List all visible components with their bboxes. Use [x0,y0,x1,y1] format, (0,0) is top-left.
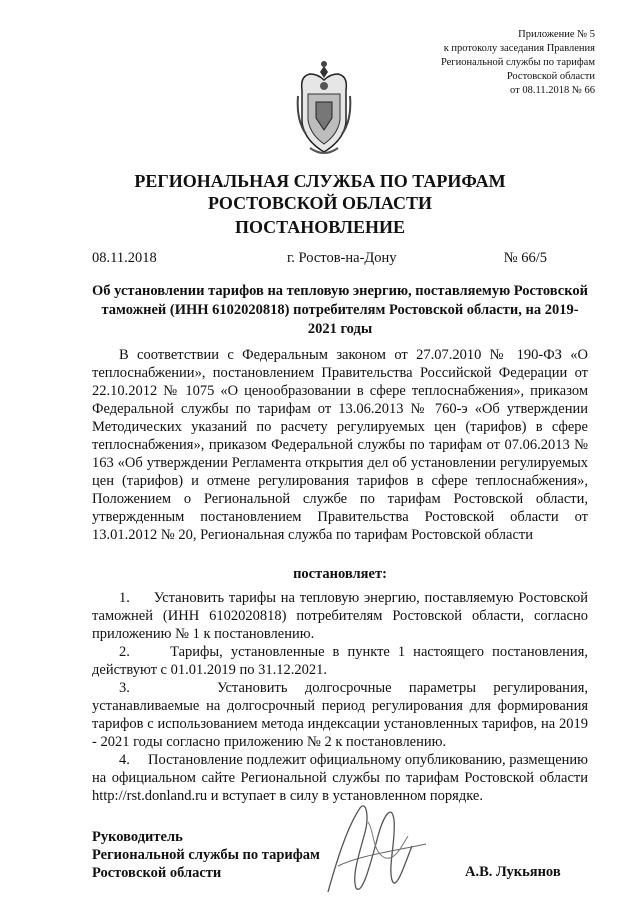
organization-name [0,170,640,214]
signer-name: А.В. Лукьянов [465,864,561,880]
decree-word: постановляет: [293,566,387,582]
decree-item-2: 2. Тарифы, установленные в пункте 1 настоящего постановления, действуют с 01.01.2019 по 31.12.2021. [92,644,588,678]
coat-of-arms-icon [296,60,352,158]
appendix-line: к протоколу заседания Правления [443,43,595,54]
handwritten-signature [308,796,448,902]
document-city: г. Ростов-на-Дону [287,250,397,266]
appendix-line: Ростовской области [506,71,595,82]
appendix-line: Региональной службы по тарифам [440,57,595,68]
signature-block [92,828,320,882]
document-meta [92,250,547,268]
document-date: 08.11.2018 [92,250,157,266]
document-number: № 66/5 [503,250,547,266]
preamble-paragraph: В соответствии с Федеральным законом от 27.07.2010 № 190-ФЗ «О теплоснабжении», постановлением Правительства Российской Федерации от 22.10.2012 № 1075 «О ценообразовании в сфере теплоснабжения», приказом Федеральной службы по тарифам от 13.06.2013 № 760-э «Об утверждении Методических указаний по расчету регулируемых цен (тарифов) в сфере теплоснабжения», приказом Федеральной службы по тарифам от 07.06.2013 № 163 «Об утверждении Регламента открытия дел об установлении регулируемых цен (тарифов) и отмене регулирования тарифов в сфере теплоснабжения», Положением о Региональной службе по тарифам Ростовской области, утвержденным постановлением Правительства Ростовской области от 13.01.2012 № 20, Региональная служба по тарифам Ростовской области [92,347,588,543]
signature-org: Региональной службы по тарифам [92,847,320,863]
signature-position: Руководитель [92,829,183,845]
decree-item-3: 3. Установить долгосрочные параметры регулирования, устанавливаемые на долгосрочный период регулирования для формирования тарифов с использованием метода индексации установленных тарифов, на 2019 - 2021 годы согласно приложению № 2 к постановлению. [92,680,588,750]
appendix-note [335,28,595,98]
appendix-line: от 08.11.2018 № 66 [510,85,595,96]
org-line: РЕГИОНАЛЬНАЯ СЛУЖБА ПО ТАРИФАМ [134,171,506,191]
document-type: ПОСТАНОВЛЕНИЕ [234,217,406,237]
signature-region: Ростовской области [92,865,222,881]
decree-item-1: 1. Установить тарифы на тепловую энергию, поставляемую Ростовской таможней (ИНН 6102020818) потребителям Ростовской области, согласно приложению № 1 к постановлению. [92,590,588,642]
org-line: РОСТОВСКОЙ ОБЛАСТИ [208,193,432,213]
decree-item-4: 4. Постановление подлежит официальному опубликованию, размещению на официальном сайте Региональной службы по тарифам Ростовской области http://rst.donland.ru и вступает в силу в установленном порядке. [92,752,588,804]
appendix-line: Приложение № 5 [518,29,595,40]
document-title: Об установлении тарифов на тепловую энергию, поставляемую Ростовской таможней (ИНН 6102020818) потребителям Ростовской области, на 2019-2021 годы [92,283,588,337]
